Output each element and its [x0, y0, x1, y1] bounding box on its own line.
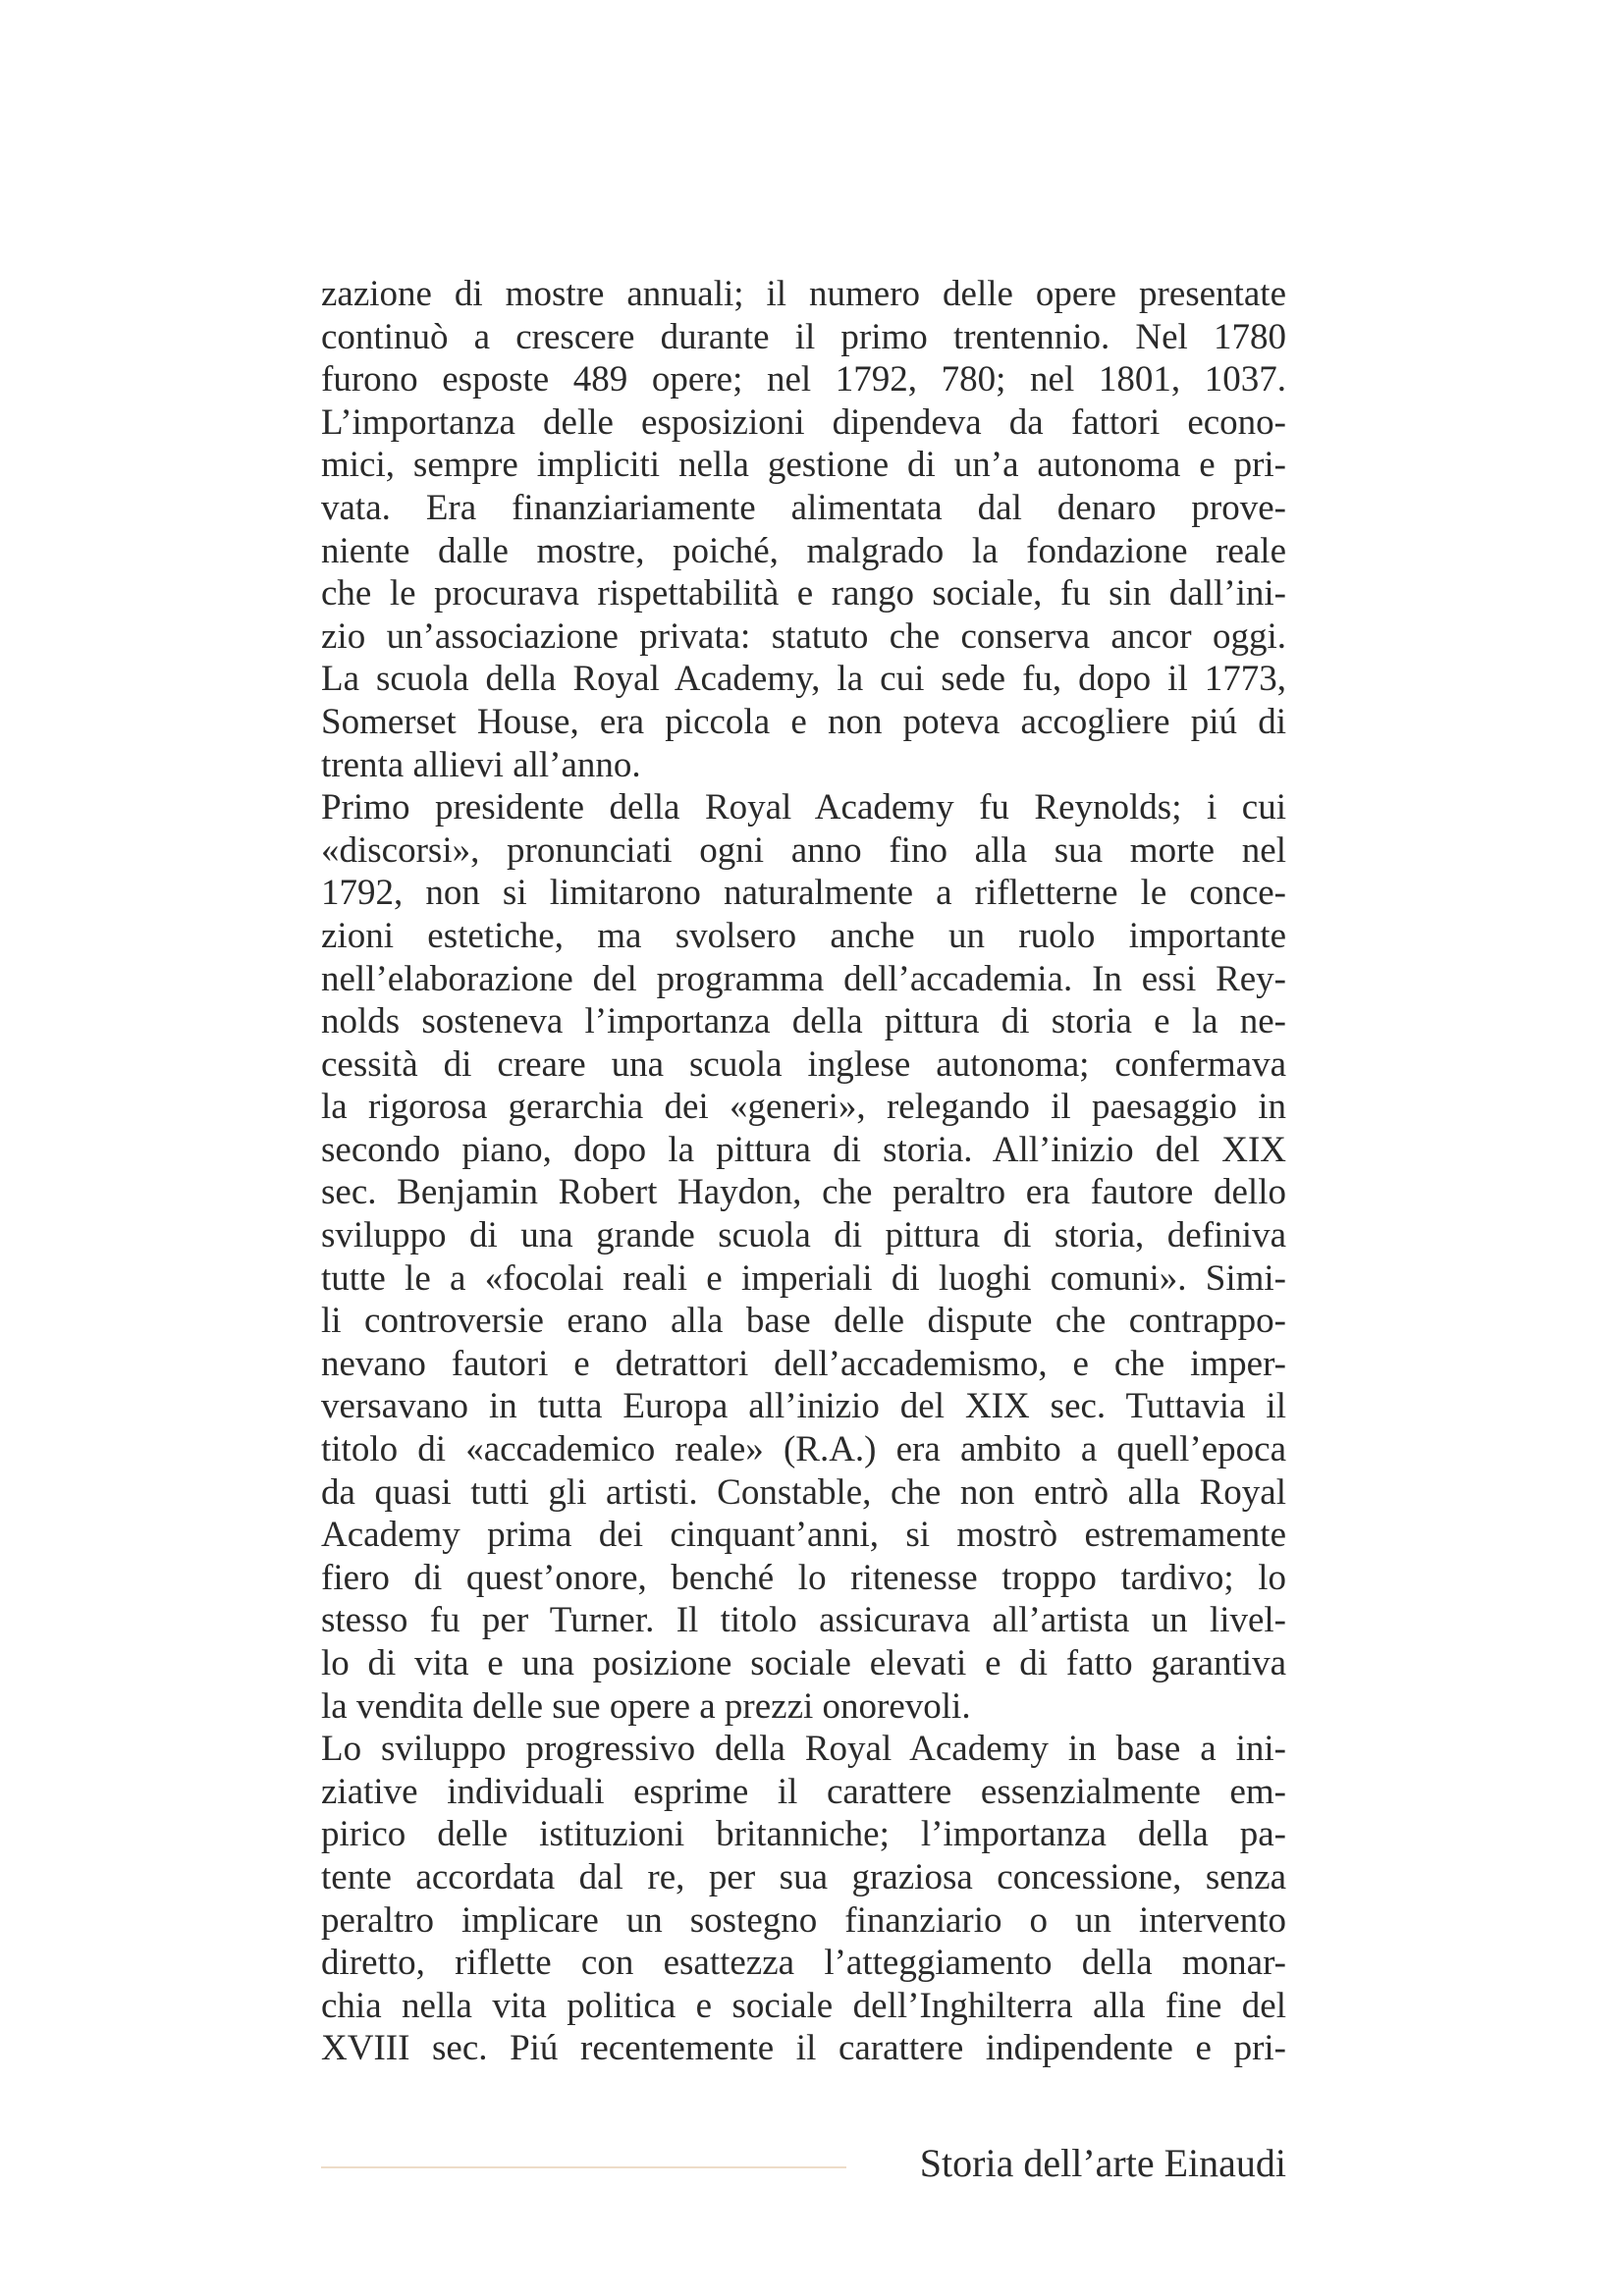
- text-line: diretto, riflette con esattezza l’atteggiamento della monar-: [321, 1943, 1286, 1984]
- text-line: nevano fautori e detrattori dell’accademismo, e che imper-: [321, 1343, 1286, 1384]
- text-line: nell’elaborazione del programma dell’accademia. In essi Rey-: [321, 958, 1286, 999]
- footer-rule: [321, 2166, 846, 2168]
- text-line: zio un’associazione privata: statuto che conserva ancor oggi.: [321, 615, 1286, 657]
- text-line: sviluppo di una grande scuola di pittura di storia, definiva: [321, 1215, 1286, 1256]
- text-line: vata. Era finanziariamente alimentata dal denaro prove-: [321, 487, 1286, 528]
- text-line: continuò a crescere durante il primo trentennio. Nel 1780: [321, 316, 1286, 357]
- text-line: peraltro implicare un sostegno finanziario o un intervento: [321, 1899, 1286, 1941]
- text-line: da quasi tutti gli artisti. Constable, che non entrò alla Royal: [321, 1471, 1286, 1513]
- text-line: niente dalle mostre, poiché, malgrado la fondazione reale: [321, 530, 1286, 571]
- body-text: [321, 273, 1286, 2070]
- text-line: lo di vita e una posizione sociale elevati e di fatto garantiva: [321, 1643, 1286, 1683]
- text-line: versavano in tutta Europa all’inizio del XIX sec. Tuttavia il: [321, 1386, 1286, 1427]
- text-line: ziative individuali esprime il carattere essenzialmente em-: [321, 1771, 1286, 1812]
- text-line: che le procurava rispettabilità e rango sociale, fu sin dall’ini-: [321, 573, 1286, 614]
- text-line: zioni estetiche, ma svolsero anche un ruolo importante: [321, 915, 1286, 956]
- text-line: li controversie erano alla base delle dispute che contrappo-: [321, 1301, 1286, 1342]
- text-line: la rigorosa gerarchia dei «generi», relegando il paesaggio in: [321, 1087, 1286, 1128]
- text-line: tutte le a «focolai reali e imperiali di luoghi comuni». Simi-: [321, 1257, 1286, 1299]
- text-line: L’importanza delle esposizioni dipendeva da fattori econo-: [321, 401, 1286, 443]
- text-line: Somerset House, era piccola e non poteva accogliere piú di: [321, 701, 1286, 742]
- text-line: Primo presidente della Royal Academy fu Reynolds; i cui: [321, 787, 1286, 828]
- text-line: Lo sviluppo progressivo della Royal Academy in base a ini-: [321, 1729, 1286, 1770]
- text-line: pirico delle istituzioni britanniche; l’importanza della pa-: [321, 1814, 1286, 1855]
- text-line: fiero di quest’onore, benché lo ritenesse troppo tardivo; lo: [321, 1557, 1286, 1598]
- text-line: 1792, non si limitarono naturalmente a rifletterne le conce-: [321, 873, 1286, 914]
- text-line: «discorsi», pronunciati ogni anno fino alla sua morte nel: [321, 829, 1286, 871]
- text-line: La scuola della Royal Academy, la cui sede fu, dopo il 1773,: [321, 659, 1286, 700]
- text-line: cessità di creare una scuola inglese autonoma; confermava: [321, 1043, 1286, 1085]
- text-line: XVIII sec. Piú recentemente il carattere indipendente e pri-: [321, 2028, 1286, 2069]
- text-line: nolds sosteneva l’importanza della pittura di storia e la ne-: [321, 1001, 1286, 1042]
- footer-title: Storia dell’arte Einaudi: [919, 2141, 1286, 2185]
- text-line: chia nella vita politica e sociale dell’Inghilterra alla fine del: [321, 1985, 1286, 2026]
- text-line: mici, sempre impliciti nella gestione di un’a autonoma e pri-: [321, 445, 1286, 486]
- text-line: trenta allievi all’anno.: [321, 744, 641, 785]
- text-line: Academy prima dei cinquant’anni, si mostrò estremamente: [321, 1515, 1286, 1556]
- text-line: sec. Benjamin Robert Haydon, che peraltro era fautore dello: [321, 1172, 1286, 1213]
- text-line: furono esposte 489 opere; nel 1792, 780; nel 1801, 1037.: [321, 359, 1286, 400]
- text-line: tente accordata dal re, per sua graziosa concessione, senza: [321, 1856, 1286, 1897]
- text-line: secondo piano, dopo la pittura di storia. All’inizio del XIX: [321, 1129, 1286, 1170]
- text-line: stesso fu per Turner. Il titolo assicurava all’artista un livel-: [321, 1600, 1286, 1641]
- text-line: la vendita delle sue opere a prezzi onorevoli.: [321, 1685, 971, 1727]
- text-line: zazione di mostre annuali; il numero delle opere presentate: [321, 274, 1286, 314]
- text-line: titolo di «accademico reale» (R.A.) era ambito a quell’epoca: [321, 1429, 1286, 1470]
